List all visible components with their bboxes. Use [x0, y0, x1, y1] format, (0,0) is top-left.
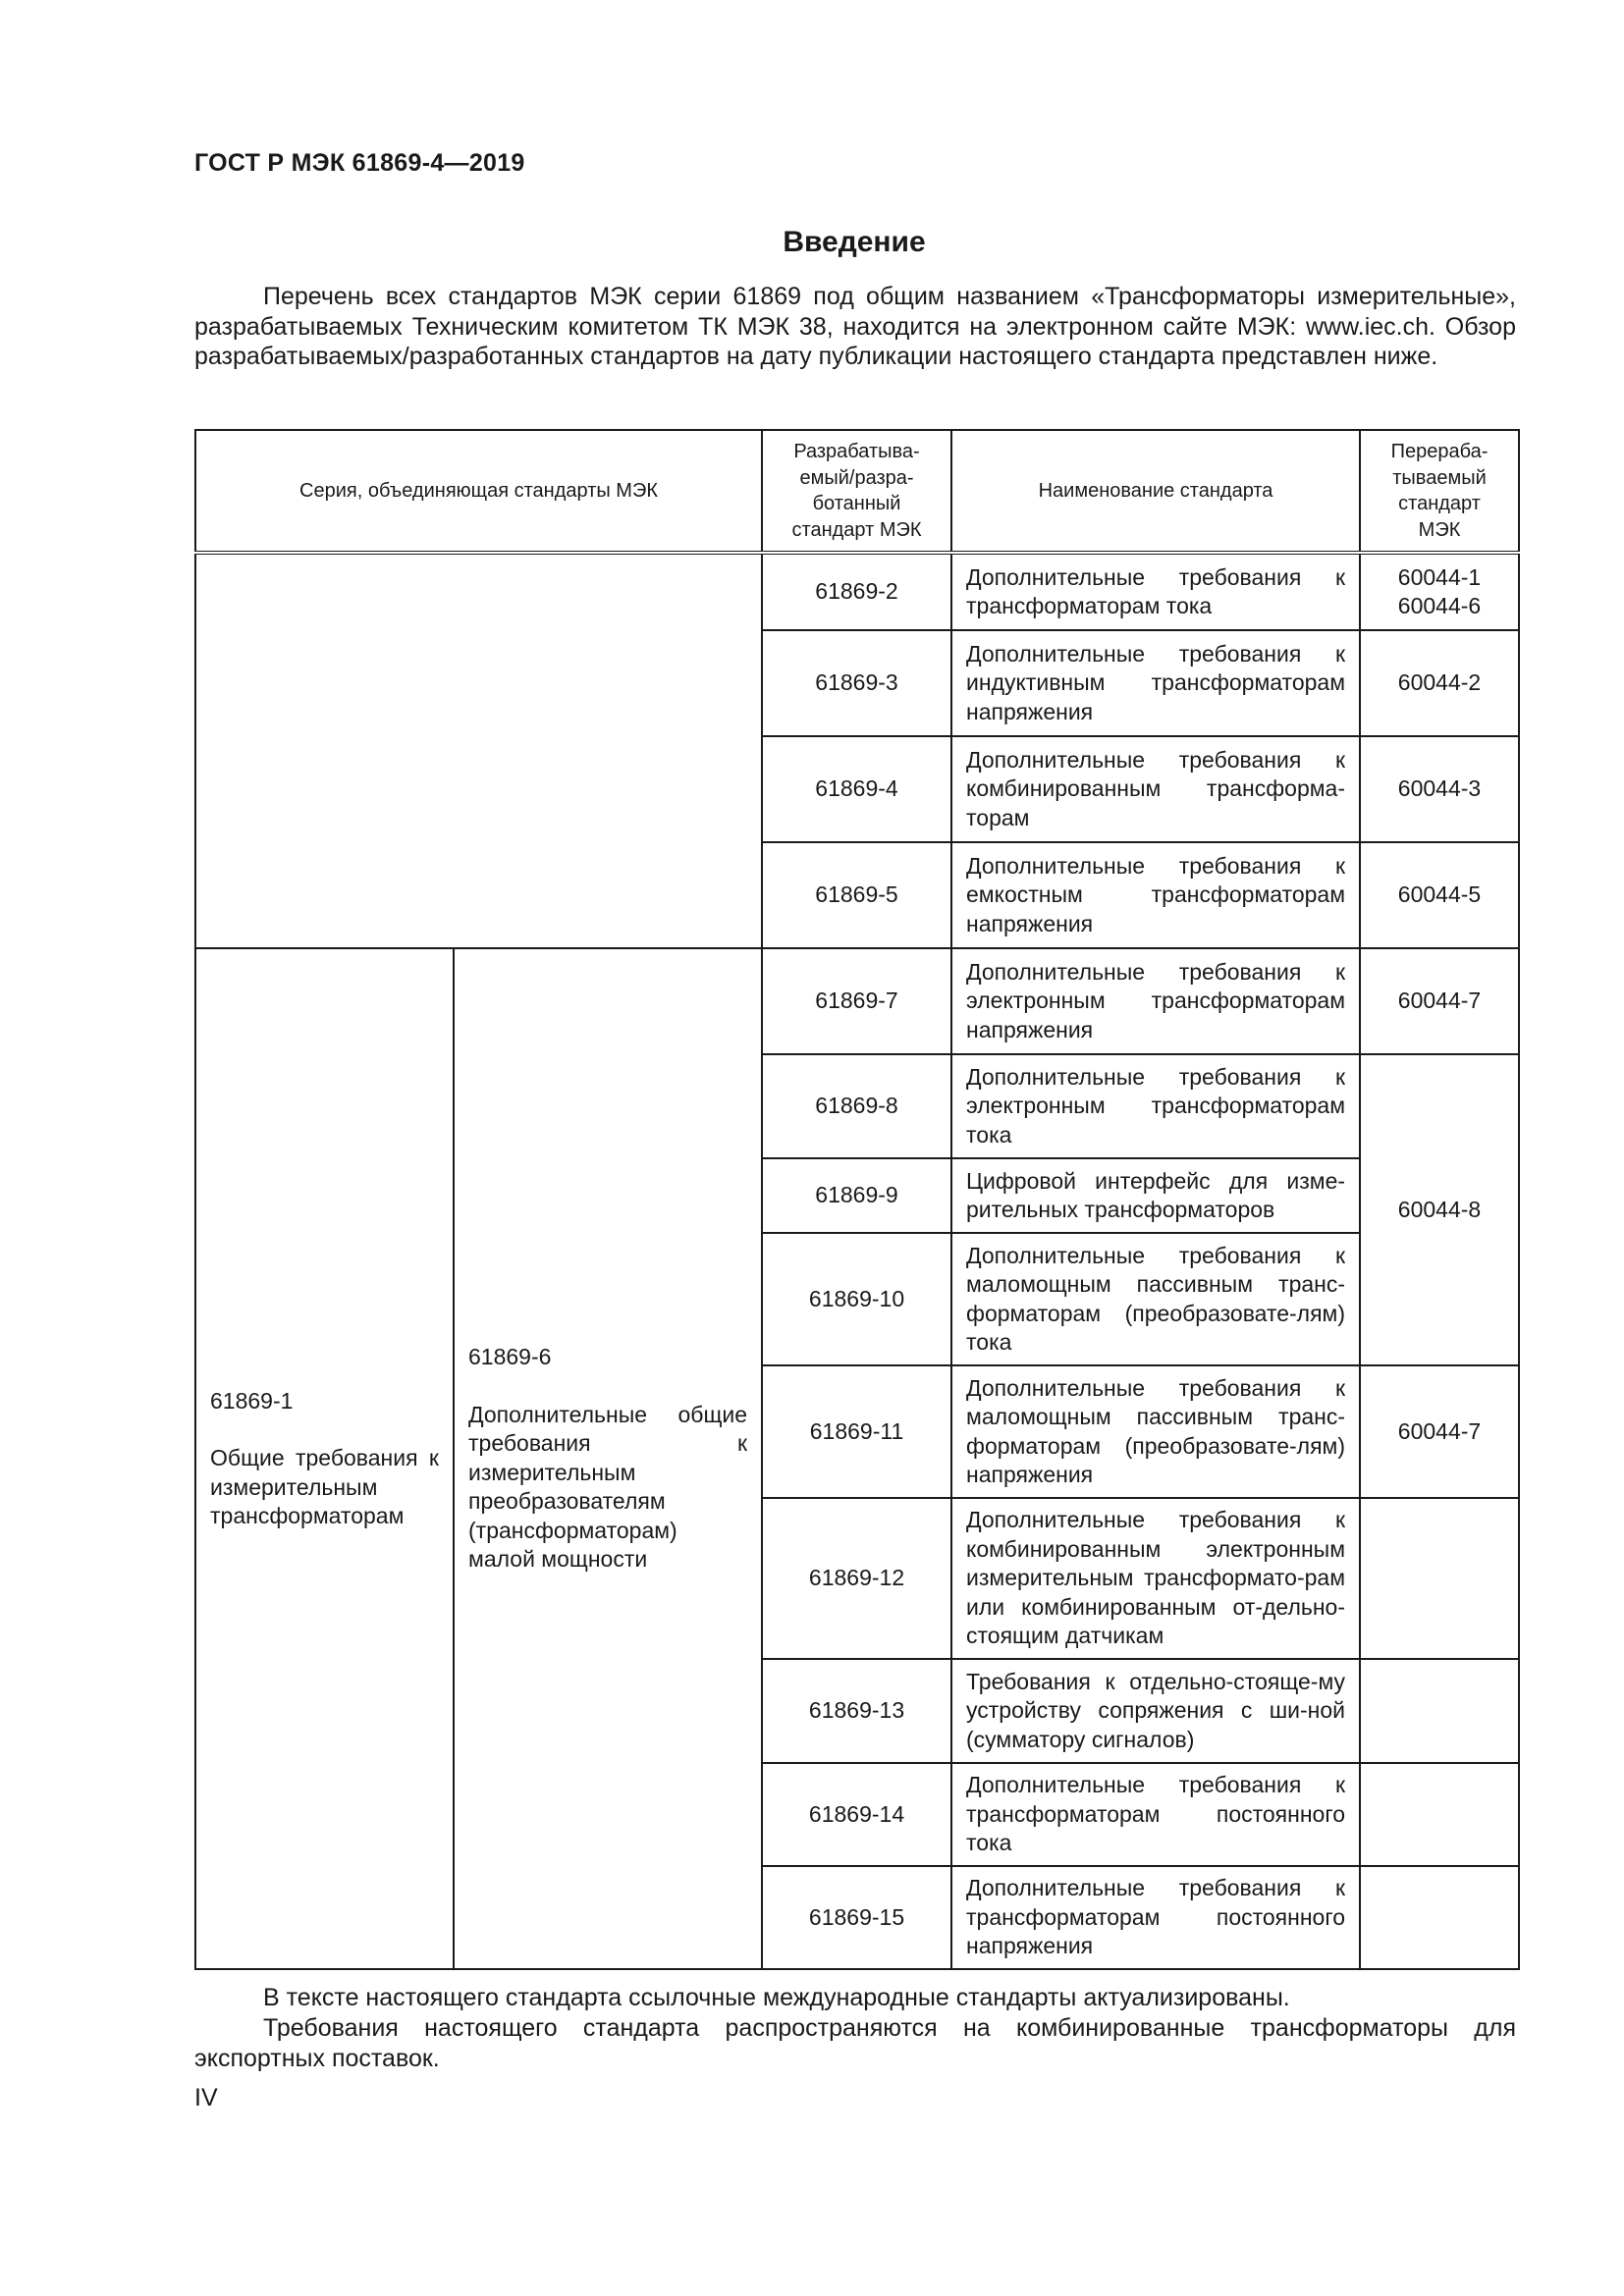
prev-cell: 60044-8 [1360, 1054, 1519, 1365]
prev-cell [1360, 553, 1519, 630]
table-row [195, 553, 1519, 630]
code-cell: 61869-10 [762, 1233, 951, 1365]
name-cell: Дополнительные требования к электронным трансформаторам тока [951, 1054, 1360, 1158]
series-empty-cell [195, 553, 762, 948]
name-cell: Дополнительные требования к маломощным пассивным транс-форматорам (преобразовате-лям) тока [951, 1233, 1360, 1365]
prev-cell [1360, 1659, 1519, 1763]
name-cell: Дополнительные требования к трансформаторам тока [951, 553, 1360, 630]
standards-table [194, 429, 1520, 1970]
name-cell: Дополнительные требования к трансформаторам постоянного напряжения [951, 1866, 1360, 1969]
header-name: Наименование стандарта [951, 430, 1360, 553]
code-cell: 61869-9 [762, 1158, 951, 1233]
prev-cell: 60044-7 [1360, 1365, 1519, 1498]
code-cell: 61869-15 [762, 1866, 951, 1969]
code-cell: 61869-5 [762, 842, 951, 948]
code-cell: 61869-3 [762, 630, 951, 736]
prev-cell [1360, 1763, 1519, 1866]
closing-text [194, 1983, 1516, 2074]
series-61869-6-cell [454, 948, 762, 1969]
code-cell: 61869-12 [762, 1498, 951, 1659]
header-developed: Разрабатыва- емый/разра- ботанный стандарт МЭК [762, 430, 951, 553]
code-cell: 61869-2 [762, 553, 951, 630]
prev-cell: 60044-5 [1360, 842, 1519, 948]
series-6-title: Дополнительные общие требования к измерительным преобразователям (трансформаторам) малой мощности [468, 1401, 748, 1573]
series-1-title: Общие требования к измерительным трансформаторам [210, 1445, 439, 1528]
name-cell: Дополнительные требования к комбинированным электронным измерительным трансформато-рам или комбинированным от-дельно-стоящим датчикам [951, 1498, 1360, 1659]
table-row [195, 948, 1519, 1054]
name-cell: Дополнительные требования к маломощным пассивным транс-форматорам (преобразовате-лям) напряжения [951, 1365, 1360, 1498]
header-revised: Перераба- тываемый стандарт МЭК [1360, 430, 1519, 553]
prev-cell: 60044-2 [1360, 630, 1519, 736]
prev-cell: 60044-7 [1360, 948, 1519, 1054]
prev-cell [1360, 1498, 1519, 1659]
prev-value-2: 60044-6 [1397, 593, 1482, 618]
series-1-code: 61869-1 [210, 1387, 294, 1414]
prev-value-1: 60044-1 [1397, 563, 1482, 590]
table-header-row [195, 430, 1519, 553]
name-cell: Дополнительные требования к емкостным трансформаторам напряжения [951, 842, 1360, 948]
code-cell: 61869-8 [762, 1054, 951, 1158]
name-cell: Цифровой интерфейс для изме-рительных трансформаторов [951, 1158, 1360, 1233]
name-cell: Дополнительные требования к комбинированным трансформа-торам [951, 736, 1360, 842]
document-code: ГОСТ Р МЭК 61869-4—2019 [194, 149, 525, 177]
code-cell: 61869-14 [762, 1763, 951, 1866]
series-6-code: 61869-6 [468, 1344, 552, 1370]
series-61869-1-cell [195, 948, 454, 1969]
code-cell: 61869-13 [762, 1659, 951, 1763]
code-cell: 61869-4 [762, 736, 951, 842]
closing-paragraph-1: В тексте настоящего стандарта ссылочные международные стандарты актуализированы. [263, 1984, 1290, 2011]
prev-cell: 60044-3 [1360, 736, 1519, 842]
name-cell: Дополнительные требования к электронным трансформаторам напряжения [951, 948, 1360, 1054]
section-title: Введение [783, 226, 926, 258]
code-cell: 61869-11 [762, 1365, 951, 1498]
prev-cell [1360, 1866, 1519, 1969]
name-cell: Дополнительные требования к трансформаторам постоянного тока [951, 1763, 1360, 1866]
code-cell: 61869-7 [762, 948, 951, 1054]
name-cell: Требования к отдельно-стояще-му устройству сопряжения с ши-ной (сумматору сигналов) [951, 1659, 1360, 1763]
page-number: IV [194, 2084, 218, 2111]
closing-paragraph-2: Требования настоящего стандарта распространяются на комбинированные трансформаторы для экспортных поставок. [194, 2014, 1516, 2072]
name-cell: Дополнительные требования к индуктивным трансформаторам напряжения [951, 630, 1360, 736]
intro-paragraph: Перечень всех стандартов МЭК серии 61869 под общим названием «Трансформаторы измерительные», разрабатываемых Техническим комитетом ТК МЭК 38, находится на электронном сайте МЭК: www.iec.ch. Обзор разрабатываемых/разработанных стандартов на дату публикации настоящего стандарта представлен ниже. [194, 283, 1516, 370]
header-series: Серия, объединяющая стандарты МЭК [195, 430, 762, 553]
